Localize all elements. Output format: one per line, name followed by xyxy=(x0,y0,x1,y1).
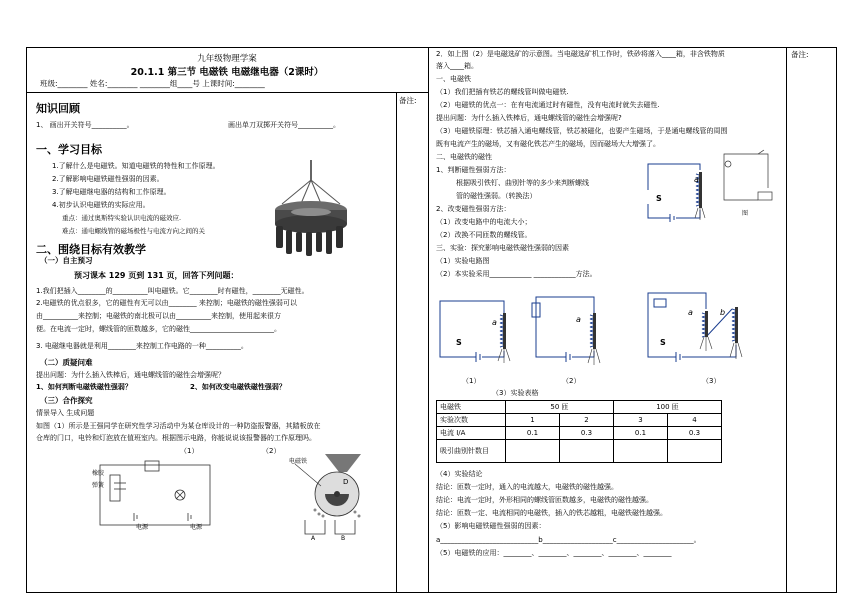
circuit3-caption: （3） xyxy=(702,377,721,385)
review-heading: 知识回顾 xyxy=(36,102,80,115)
table-cell: 2 xyxy=(560,414,614,427)
goals-heading: 一、学习目标 xyxy=(36,143,102,156)
factors-blanks: a____________________________b____________________c______________________。 xyxy=(436,536,701,544)
conclusion-1: 结论：匝数一定时，通入的电流越大，电磁铁的磁性越强。 xyxy=(436,483,618,491)
goal-2: 2.了解影响电磁铁磁性强弱的因素。 xyxy=(52,175,164,183)
table-cell: 电磁铁 xyxy=(437,401,506,414)
fig1-rubber-label: 橡胶 xyxy=(92,470,105,477)
electromagnet-crane-image xyxy=(270,160,352,260)
judge-method-heading: 1、判断磁性强弱方法： xyxy=(436,166,511,174)
doc-subtitle: 20.1.1 第三节 电磁铁 电磁继电器（2课时） xyxy=(130,67,324,78)
teaching-heading: 二、围绕目标有效教学 xyxy=(36,243,146,256)
fig1-power-label-1: 电源 xyxy=(136,524,149,531)
preview-q2-line3: 便。在电流一定时，螺线管的匝数越多，它的磁性________________________。 xyxy=(36,325,281,333)
table-cell: 0.3 xyxy=(560,427,614,440)
electromagnet-principle-2: 既有电流产生的磁场，又有磁化铁芯产生的磁场，因而磁场大大增强了。 xyxy=(436,140,660,148)
column-divider xyxy=(428,47,429,593)
fig1-power-label-2: 电源 xyxy=(190,524,203,531)
experiment-circuits-figure xyxy=(436,285,776,375)
circuit1-caption: （1） xyxy=(462,377,481,385)
goal-3: 3.了解电磁继电器的结构和工作原理。 xyxy=(52,188,171,196)
coil-fig-s-label: S xyxy=(656,194,662,203)
electromagnet-advantage: （2）电磁铁的优点一：在有电流通过时有磁性，没有电流时就失去磁性. xyxy=(436,101,660,109)
preview-q1: 1.我们把插入________的__________叫电磁铁。它________时有磁性，________无磁性。 xyxy=(36,287,309,295)
table-cell: 实验次数 xyxy=(437,414,506,427)
question-lead: 提出问题：为什么插入铁棒后，通电螺线管的磁性会增强呢？ xyxy=(36,371,225,379)
circuit3-b-label: b xyxy=(720,308,726,317)
table-cell: 100 匝 xyxy=(614,401,722,414)
table-row xyxy=(437,427,722,440)
section-magnetism: 二、电磁铁的磁性 xyxy=(436,153,492,161)
factors-heading: （5）影响电磁铁磁性强弱的因素： xyxy=(436,522,546,530)
section-experiment: 三、实验：探究影响电磁铁磁性强弱的因素 xyxy=(436,244,569,252)
table-cell xyxy=(668,440,722,463)
left-notes-label: 备注: xyxy=(399,96,417,105)
right-notes-divider xyxy=(786,47,787,593)
frame-bottom xyxy=(26,592,836,593)
preview-q2-line2: 由__________来控制；电磁铁的南北极可以由__________来控制，使用起来很方 xyxy=(36,312,281,320)
key-point: 重点：通过奥斯特实验认识电流的磁效应. xyxy=(62,214,182,222)
question-2: 2、如何改变电磁铁磁性强弱？ xyxy=(190,383,286,391)
goal-4: 4.初步认识电磁铁的实际应用。 xyxy=(52,201,150,209)
scene-text-1: 如图（1）所示是王强同学在研究性学习活动中为某仓库设计的一种防盗报警器，其踏板放在 xyxy=(36,422,321,430)
frame-top xyxy=(26,47,836,48)
applications-line: （5）电磁铁的应用：________、________、________、________、________ xyxy=(436,549,672,557)
table-cell: 电流 I/A xyxy=(437,427,506,440)
table-cell: 吸引曲别针数目 xyxy=(437,440,506,463)
experiment-method: （2）本实验采用____________ ____________方法。 xyxy=(436,270,597,278)
review-q1: 1、 画出开关符号__________。 xyxy=(36,121,134,129)
separator-question-line1: 2．如上图（2）是电磁选矿的示意图。当电磁选矿机工作时，铁砂将落入____箱，非含铁物质 xyxy=(436,50,725,58)
left-notes-divider xyxy=(396,92,397,593)
fig1-spring-label: 弹簧 xyxy=(92,482,105,489)
preview-q2-line1: 2.电磁铁的优点很多，它的磁性有无可以由________ 来控制；电磁铁的磁性强弱可以 xyxy=(36,299,297,307)
table-caption: （3）实验表格 xyxy=(492,389,539,397)
conclusion-3: 结论：匝数一定、电流相同的电磁铁，插入的铁芯越粗，电磁铁磁性越强。 xyxy=(436,509,667,517)
circuit1-a-label: a xyxy=(492,318,497,327)
change-method-heading: 2、改变磁性强弱方法： xyxy=(436,205,511,213)
circuit3-s-label: S xyxy=(660,338,666,347)
coil-circuit-figure xyxy=(640,160,715,230)
section-electromagnet: 一、电磁铁 xyxy=(436,75,471,83)
separator-question-line2: 落入____箱。 xyxy=(436,62,478,70)
info-line: 班级:________ 姓名:________ ________组____号 上课时间:________ xyxy=(40,79,265,88)
electromagnet-principle-1: （3）电磁铁原理：铁芯插入通电螺线管，铁芯被磁化，也要产生磁场，于是通电螺线管的周围 xyxy=(436,127,728,135)
fig1-label: （1） xyxy=(180,447,199,455)
electromagnet-def: （1）我们把插有铁芯的螺线管叫做电磁铁. xyxy=(436,88,569,96)
table-row xyxy=(437,401,722,414)
goal-1: 1.了解什么是电磁铁。知道电磁铁的特性和工作原理。 xyxy=(52,162,220,170)
table-cell: 0.1 xyxy=(614,427,668,440)
frame-left xyxy=(26,47,27,593)
preview-q3: 3. 电磁继电器就是利用________来控制工作电路的一种__________。 xyxy=(36,342,248,350)
fig2-electromagnet-label: 电磁铁 xyxy=(289,458,308,465)
review-q2: 画出单刀双掷开关符号__________。 xyxy=(228,121,340,129)
judge-method-2: 管的磁性强弱。（转换法） xyxy=(456,192,537,200)
fig2-a-label: A xyxy=(311,535,316,542)
question-1: 1、如何判断电磁铁磁性强弱？ xyxy=(36,383,132,391)
self-preview-heading: （一）自主预习 xyxy=(40,256,93,265)
frame-right xyxy=(836,47,837,593)
circuit2-caption: （2） xyxy=(562,377,581,385)
table-cell: 0.3 xyxy=(668,427,722,440)
table-row xyxy=(437,414,722,427)
doubt-heading: （二）质疑问难 xyxy=(40,358,93,367)
conclusion-2: 结论：电流一定时，外形相同的螺线管匝数越多，电磁铁的磁性越强。 xyxy=(436,496,653,504)
preview-instructions: 预习课本 129 页到 131 页，回答下列问题： xyxy=(74,271,239,280)
cooperation-heading: （三）合作探究 xyxy=(40,396,93,405)
experiment-table xyxy=(436,400,722,463)
judge-method-1: 根据吸引铁钉、曲别针等的多少来判断螺线 xyxy=(456,179,589,187)
fig2-d-label: D xyxy=(343,478,349,486)
table-row xyxy=(437,440,722,463)
table-cell: 50 匝 xyxy=(506,401,614,414)
circuit1-s-label: S xyxy=(456,338,462,347)
table-cell xyxy=(506,440,560,463)
table-cell: 4 xyxy=(668,414,722,427)
alarm-circuit-figure xyxy=(70,455,230,540)
fig2-label: （2） xyxy=(262,447,281,455)
circuit3-a-label: a xyxy=(688,308,693,317)
circuit2-a-label: a xyxy=(576,315,581,324)
table-cell: 3 xyxy=(614,414,668,427)
fig2-b-label: B xyxy=(341,535,346,542)
coil-fig-a-label: a xyxy=(694,175,699,184)
difficult-point: 难点：通电螺线管的磁场极性与电流方向之间的关 xyxy=(62,227,205,235)
conclusion-heading: （4）实验结论 xyxy=(436,470,483,478)
table-cell xyxy=(560,440,614,463)
electromagnet-question: 提出问题：为什么插入铁棒后，通电螺线管的磁性会增强呢? xyxy=(436,114,622,122)
experiment-circuit: （1）实验电路图 xyxy=(436,257,490,265)
table-cell: 1 xyxy=(506,414,560,427)
scene-text-2: 仓库的门口，电铃和灯泡放在值班室内。根据图示电路，你能说说该报警器的工作原理吗。 xyxy=(36,434,316,442)
right-notes-label: 备注: xyxy=(791,50,809,59)
table-cell: 0.1 xyxy=(506,427,560,440)
scene-heading: 情景导入 生成问题 xyxy=(36,409,95,417)
side-figure-label: 图 xyxy=(742,210,749,217)
table-cell xyxy=(614,440,668,463)
header-separator xyxy=(26,92,428,93)
doc-title: 九年级物理学案 xyxy=(197,54,257,64)
change-method-2: （2）改换不同匝数的螺线管。 xyxy=(436,231,532,239)
side-relay-figure xyxy=(718,148,778,208)
change-method-1: （1）改变电路中的电流大小； xyxy=(436,218,532,226)
